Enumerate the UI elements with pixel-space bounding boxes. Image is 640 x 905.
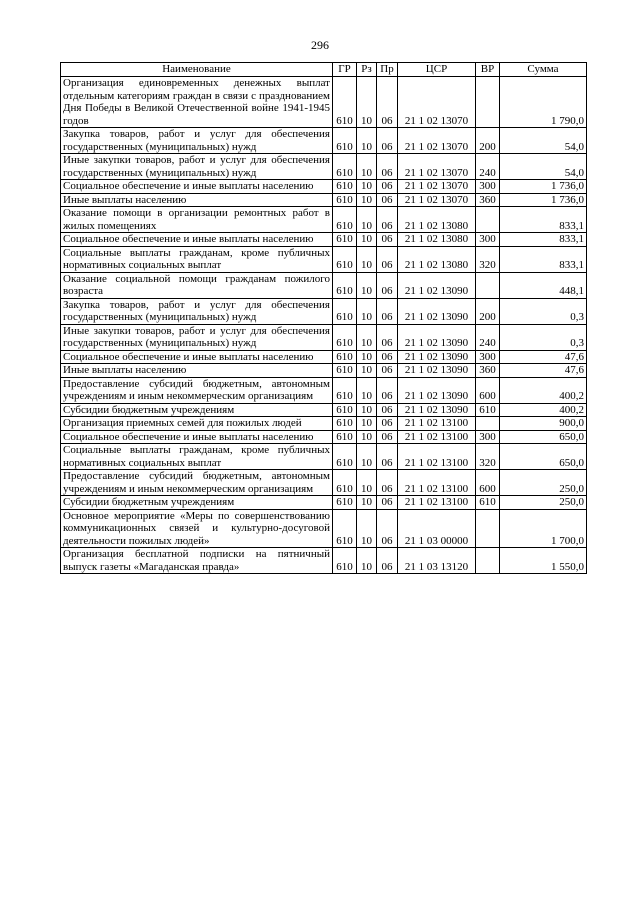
cell-name: Субсидии бюджетным учреждениям xyxy=(61,496,333,510)
cell-vr: 300 xyxy=(476,180,500,194)
cell-name: Социальное обеспечение и иные выплаты населению xyxy=(61,233,333,247)
cell-csr: 21 1 03 13120 xyxy=(398,548,476,574)
cell-vr: 600 xyxy=(476,377,500,403)
cell-rz: 10 xyxy=(357,128,377,154)
cell-pr: 06 xyxy=(377,377,398,403)
table-row xyxy=(61,154,587,180)
cell-pr: 06 xyxy=(377,180,398,194)
cell-pr: 06 xyxy=(377,233,398,247)
cell-vr: 300 xyxy=(476,233,500,247)
cell-vr: 320 xyxy=(476,246,500,272)
table-row xyxy=(61,377,587,403)
cell-sum: 54,0 xyxy=(500,128,587,154)
cell-rz: 10 xyxy=(357,417,377,431)
cell-rz: 10 xyxy=(357,548,377,574)
table-row xyxy=(61,496,587,510)
cell-name: Организация единовременных денежных выплат отдельным категориям граждан в связи с празднованием Дня Победы в Великой Отечественной войне 1941-1945 годов xyxy=(61,77,333,128)
table-row xyxy=(61,272,587,298)
cell-gr: 610 xyxy=(333,272,357,298)
cell-sum: 250,0 xyxy=(500,496,587,510)
table-row xyxy=(61,364,587,378)
header-vr: ВР xyxy=(476,63,500,77)
cell-rz: 10 xyxy=(357,298,377,324)
cell-csr: 21 1 02 13080 xyxy=(398,233,476,247)
cell-pr: 06 xyxy=(377,193,398,207)
cell-name: Иные закупки товаров, работ и услуг для обеспечения государственных (муниципальных) нужд xyxy=(61,324,333,350)
cell-rz: 10 xyxy=(357,470,377,496)
cell-sum: 54,0 xyxy=(500,154,587,180)
cell-name: Социальные выплаты гражданам, кроме публичных нормативных социальных выплат xyxy=(61,246,333,272)
cell-pr: 06 xyxy=(377,350,398,364)
cell-vr xyxy=(476,272,500,298)
cell-csr: 21 1 02 13100 xyxy=(398,470,476,496)
cell-pr: 06 xyxy=(377,324,398,350)
header-rz: Рз xyxy=(357,63,377,77)
cell-gr: 610 xyxy=(333,364,357,378)
cell-rz: 10 xyxy=(357,324,377,350)
cell-sum: 1 550,0 xyxy=(500,548,587,574)
cell-vr: 200 xyxy=(476,128,500,154)
header-sum: Сумма xyxy=(500,63,587,77)
header-pr: Пр xyxy=(377,63,398,77)
cell-sum: 833,1 xyxy=(500,207,587,233)
cell-sum: 900,0 xyxy=(500,417,587,431)
page-number: 296 xyxy=(311,38,329,52)
cell-rz: 10 xyxy=(357,509,377,548)
cell-pr: 06 xyxy=(377,77,398,128)
cell-vr: 200 xyxy=(476,298,500,324)
cell-csr: 21 1 02 13100 xyxy=(398,444,476,470)
cell-rz: 10 xyxy=(357,364,377,378)
cell-vr xyxy=(476,548,500,574)
cell-rz: 10 xyxy=(357,350,377,364)
cell-sum: 833,1 xyxy=(500,233,587,247)
cell-gr: 610 xyxy=(333,128,357,154)
cell-csr: 21 1 02 13090 xyxy=(398,272,476,298)
cell-csr: 21 1 02 13090 xyxy=(398,324,476,350)
cell-sum: 1 736,0 xyxy=(500,180,587,194)
cell-gr: 610 xyxy=(333,377,357,403)
cell-rz: 10 xyxy=(357,430,377,444)
cell-vr: 610 xyxy=(476,403,500,417)
cell-vr xyxy=(476,417,500,431)
cell-csr: 21 1 02 13070 xyxy=(398,77,476,128)
cell-name: Закупка товаров, работ и услуг для обеспечения государственных (муниципальных) нужд xyxy=(61,298,333,324)
cell-sum: 250,0 xyxy=(500,470,587,496)
cell-rz: 10 xyxy=(357,154,377,180)
cell-gr: 610 xyxy=(333,509,357,548)
cell-rz: 10 xyxy=(357,233,377,247)
cell-csr: 21 1 02 13090 xyxy=(398,403,476,417)
cell-pr: 06 xyxy=(377,272,398,298)
table-row xyxy=(61,470,587,496)
header-gr: ГР xyxy=(333,63,357,77)
cell-gr: 610 xyxy=(333,180,357,194)
cell-vr: 320 xyxy=(476,444,500,470)
cell-csr: 21 1 02 13090 xyxy=(398,377,476,403)
cell-sum: 400,2 xyxy=(500,377,587,403)
cell-gr: 610 xyxy=(333,417,357,431)
cell-gr: 610 xyxy=(333,444,357,470)
cell-sum: 650,0 xyxy=(500,430,587,444)
cell-name: Социальное обеспечение и иные выплаты населению xyxy=(61,180,333,194)
cell-rz: 10 xyxy=(357,377,377,403)
table-row xyxy=(61,350,587,364)
cell-vr: 610 xyxy=(476,496,500,510)
table-header-row xyxy=(61,63,587,77)
cell-csr: 21 1 02 13080 xyxy=(398,246,476,272)
cell-pr: 06 xyxy=(377,444,398,470)
cell-rz: 10 xyxy=(357,207,377,233)
cell-gr: 610 xyxy=(333,430,357,444)
cell-vr: 360 xyxy=(476,193,500,207)
cell-gr: 610 xyxy=(333,207,357,233)
cell-pr: 06 xyxy=(377,470,398,496)
table-body xyxy=(61,77,587,574)
cell-csr: 21 1 02 13080 xyxy=(398,207,476,233)
header-csr: ЦСР xyxy=(398,63,476,77)
cell-pr: 06 xyxy=(377,430,398,444)
table-row xyxy=(61,77,587,128)
cell-csr: 21 1 02 13090 xyxy=(398,350,476,364)
cell-csr: 21 1 02 13070 xyxy=(398,180,476,194)
table-row xyxy=(61,509,587,548)
cell-csr: 21 1 02 13090 xyxy=(398,364,476,378)
cell-name: Социальное обеспечение и иные выплаты населению xyxy=(61,430,333,444)
cell-gr: 610 xyxy=(333,77,357,128)
cell-csr: 21 1 02 13100 xyxy=(398,496,476,510)
cell-pr: 06 xyxy=(377,128,398,154)
table-row xyxy=(61,417,587,431)
cell-csr: 21 1 02 13070 xyxy=(398,193,476,207)
cell-sum: 47,6 xyxy=(500,350,587,364)
table-row xyxy=(61,207,587,233)
cell-name: Социальное обеспечение и иные выплаты населению xyxy=(61,350,333,364)
table-row xyxy=(61,444,587,470)
table-row xyxy=(61,403,587,417)
cell-csr: 21 1 02 13070 xyxy=(398,128,476,154)
header-name: Наименование xyxy=(61,63,333,77)
cell-pr: 06 xyxy=(377,154,398,180)
table-row xyxy=(61,180,587,194)
budget-table xyxy=(60,62,587,574)
cell-vr xyxy=(476,77,500,128)
cell-rz: 10 xyxy=(357,77,377,128)
cell-sum: 833,1 xyxy=(500,246,587,272)
cell-sum: 448,1 xyxy=(500,272,587,298)
cell-rz: 10 xyxy=(357,180,377,194)
cell-vr: 600 xyxy=(476,470,500,496)
cell-gr: 610 xyxy=(333,298,357,324)
cell-vr: 240 xyxy=(476,154,500,180)
table-row xyxy=(61,233,587,247)
cell-vr: 300 xyxy=(476,430,500,444)
cell-rz: 10 xyxy=(357,246,377,272)
cell-csr: 21 1 03 00000 xyxy=(398,509,476,548)
cell-vr: 360 xyxy=(476,364,500,378)
cell-pr: 06 xyxy=(377,364,398,378)
cell-pr: 06 xyxy=(377,496,398,510)
table-row xyxy=(61,430,587,444)
table-row xyxy=(61,246,587,272)
cell-sum: 0,3 xyxy=(500,324,587,350)
cell-sum: 47,6 xyxy=(500,364,587,378)
cell-sum: 0,3 xyxy=(500,298,587,324)
cell-rz: 10 xyxy=(357,496,377,510)
cell-vr: 240 xyxy=(476,324,500,350)
cell-gr: 610 xyxy=(333,324,357,350)
cell-name: Закупка товаров, работ и услуг для обеспечения государственных (муниципальных) нужд xyxy=(61,128,333,154)
cell-gr: 610 xyxy=(333,350,357,364)
cell-pr: 06 xyxy=(377,509,398,548)
cell-name: Оказание помощи в организации ремонтных работ в жилых помещениях xyxy=(61,207,333,233)
cell-gr: 610 xyxy=(333,496,357,510)
cell-rz: 10 xyxy=(357,444,377,470)
cell-gr: 610 xyxy=(333,193,357,207)
cell-gr: 610 xyxy=(333,154,357,180)
cell-sum: 1 700,0 xyxy=(500,509,587,548)
cell-name: Иные выплаты населению xyxy=(61,364,333,378)
cell-vr: 300 xyxy=(476,350,500,364)
cell-gr: 610 xyxy=(333,548,357,574)
cell-rz: 10 xyxy=(357,193,377,207)
cell-name: Предоставление субсидий бюджетным, автономным учреждениям и иным некоммерческим организациям xyxy=(61,470,333,496)
cell-name: Организация приемных семей для пожилых людей xyxy=(61,417,333,431)
cell-pr: 06 xyxy=(377,246,398,272)
cell-name: Субсидии бюджетным учреждениям xyxy=(61,403,333,417)
cell-pr: 06 xyxy=(377,548,398,574)
cell-pr: 06 xyxy=(377,207,398,233)
cell-gr: 610 xyxy=(333,233,357,247)
cell-name: Иные выплаты населению xyxy=(61,193,333,207)
cell-name: Социальные выплаты гражданам, кроме публичных нормативных социальных выплат xyxy=(61,444,333,470)
cell-sum: 1 790,0 xyxy=(500,77,587,128)
table-row xyxy=(61,324,587,350)
cell-gr: 610 xyxy=(333,246,357,272)
cell-pr: 06 xyxy=(377,417,398,431)
cell-vr xyxy=(476,207,500,233)
cell-name: Основное мероприятие «Меры по совершенствованию коммуникационных связей и культурно-досуговой деятельности пожилых людей» xyxy=(61,509,333,548)
cell-sum: 1 736,0 xyxy=(500,193,587,207)
cell-pr: 06 xyxy=(377,298,398,324)
table-row xyxy=(61,193,587,207)
cell-sum: 650,0 xyxy=(500,444,587,470)
cell-pr: 06 xyxy=(377,403,398,417)
cell-name: Оказание социальной помощи гражданам пожилого возраста xyxy=(61,272,333,298)
cell-rz: 10 xyxy=(357,272,377,298)
cell-csr: 21 1 02 13100 xyxy=(398,430,476,444)
cell-gr: 610 xyxy=(333,403,357,417)
cell-name: Организация бесплатной подписки на пятничный выпуск газеты «Магаданская правда» xyxy=(61,548,333,574)
cell-csr: 21 1 02 13070 xyxy=(398,154,476,180)
cell-name: Предоставление субсидий бюджетным, автономным учреждениям и иным некоммерческим организациям xyxy=(61,377,333,403)
table-row xyxy=(61,128,587,154)
cell-csr: 21 1 02 13100 xyxy=(398,417,476,431)
table-row xyxy=(61,548,587,574)
cell-vr xyxy=(476,509,500,548)
cell-sum: 400,2 xyxy=(500,403,587,417)
cell-rz: 10 xyxy=(357,403,377,417)
cell-gr: 610 xyxy=(333,470,357,496)
cell-csr: 21 1 02 13090 xyxy=(398,298,476,324)
table-row xyxy=(61,298,587,324)
cell-name: Иные закупки товаров, работ и услуг для обеспечения государственных (муниципальных) нужд xyxy=(61,154,333,180)
